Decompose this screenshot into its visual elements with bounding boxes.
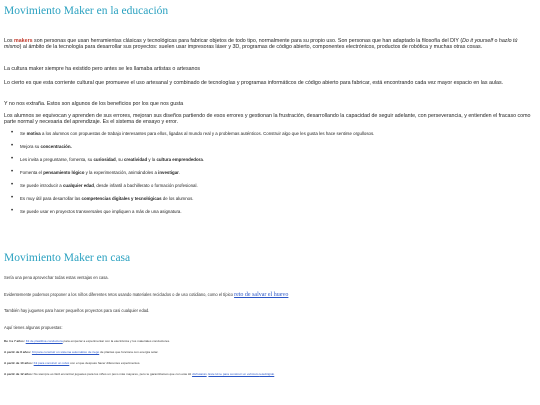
list-item: • Les invita a preguntarse, fomenta, su curiosidad, su creatividad y la cultura emprendedora. — [4, 157, 524, 162]
kit-link[interactable]: Kit de plastilina conductora — [25, 339, 63, 343]
paragraph-toys: También hay juguetes para hacer pequeños proyectos para casi cualquier edad. — [4, 308, 150, 313]
list-item: • Se puede introducir a cualquier edad, desde infantil a bachillerato o formación profesional. — [4, 183, 524, 188]
list-item: • Mejora su concentración. — [4, 144, 524, 149]
paragraph-maker-culture: La cultura maker siempre ha existido pero antes se les llamaba artistas o artesanos — [4, 66, 201, 72]
diy-italic: Do it yourself — [462, 38, 494, 44]
paragraph-home-intro: Sería una pena aprovechar todas estas ventajas en casa. — [4, 275, 109, 280]
age-item-12: A partir de 12 años: No siempre es fácil encontrar juguetes para los niños un poco más mayores, pero te garantizamos que con este kit disfrutarán. Este kit te para construir un vehículo teledirigido — [4, 372, 275, 376]
kit-link[interactable]: Kit para construir un robot — [33, 361, 70, 365]
text: Los — [4, 38, 15, 44]
paragraph-proposals: Aquí tienes algunas propuestas: — [4, 325, 63, 330]
text: o — [493, 38, 499, 44]
vehicle-kit-link-2[interactable]: teledirigido — [259, 372, 275, 376]
list-item: • Fomenta el pensamiento lógico y la experimentación, animándoles a investigar. — [4, 170, 524, 175]
hazlo-italic: hazlo tú mismo — [4, 38, 518, 51]
paragraph-makers-definition — [4, 38, 534, 51]
section-title-home: Movimiento Maker en casa — [4, 252, 131, 264]
paragraph-challenges — [4, 292, 534, 298]
paragraph-benefits-intro: Y no nos extraña. Estos son algunos de los beneficios por los que nos gusta — [4, 101, 184, 107]
paragraph-trial-error: Los alumnos se equivocan y aprenden de sus errores, mejoran sus diseños partiendo de esos errores y gestionan la frustración, desarrollando la capacidad de seguir adelante, con perseverancia, y entienden el fracaso como parte normal y necesaria del aprendizaje. Es el sistema de ensayo y error. — [4, 113, 531, 126]
age-item-4-7: De 4 a 7 años: Kit de plastilina conductora para empezar a experimentar con la electrónica y los materiales conductores. — [4, 339, 170, 343]
egg-challenge-link[interactable]: reto de salvar el huevo — [234, 292, 289, 298]
text: son personas que usan herramientas clásicas y tecnológicas para fabricar objetos de todo tipo, normalmente para su propio uso. Son personas que han adaptado la filosofía del DIY ( — [32, 38, 463, 44]
text: ) al ámbito de la tecnología para desarrollar sus proyectos: suelen usar impresoras láser y 3D, programas de código abierto, componentes electrónicos, productos de robótica y muchas otras cosas. — [19, 44, 483, 51]
kit-link[interactable]: Kit para construir un sistema automático de riego — [31, 350, 100, 354]
list-item: • Se motiva a los alumnos con propuestas de trabajo interesantes para ellos, ligadas al mundo real y a problemas auténticos. Construir algo que les gusta les hace sentirse orgullosos. — [4, 131, 524, 136]
text: Evidentemente podemos proponer a los niños diferentes retos usando materiales reciclados o de uso cotidiano, como el típico — [4, 292, 235, 297]
age-item-10: A partir de 10 años: Kit para construir un robot con el que después hacer diferentes experimentos. — [4, 361, 141, 365]
paragraph-classroom: Lo cierto es que esta corriente cultural que promueve el uso artesanal y combinado de tecnologías y programas informáticos de código abierto para fabricar, está encontrando cada vez mayor espacio en las aulas. — [4, 80, 504, 86]
benefits-list — [4, 131, 524, 222]
vehicle-kit-link[interactable]: Este kit te para construir un vehículo — [208, 372, 260, 376]
kit-link[interactable]: disfrutarán — [192, 372, 207, 376]
section-title-education: Movimiento Maker en la educación — [4, 5, 169, 17]
list-item: • Es muy útil para desarrollar las competencias digitales y tecnológicas de los alumnos. — [4, 196, 524, 201]
list-item: • Se puede usar en proyectos transversales que impliquen a más de una asignatura. — [4, 209, 524, 214]
makers-highlight: makers — [14, 38, 33, 44]
age-item-8: A partir de 8 años: Kit para construir un sistema automático de riego de plantas que funciona con energía solar. — [4, 350, 159, 354]
